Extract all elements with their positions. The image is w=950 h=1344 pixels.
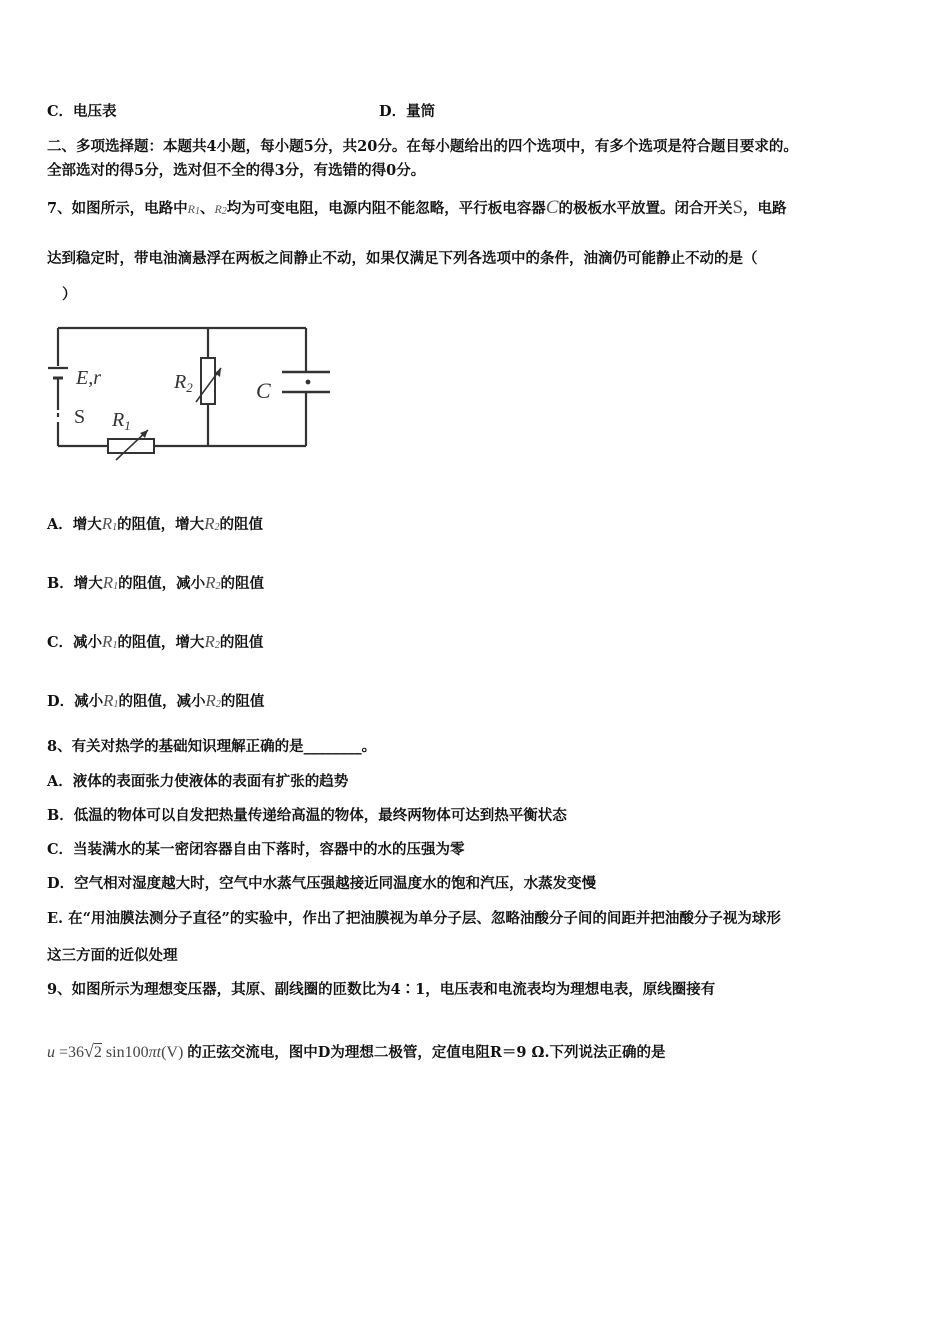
r2-symbol: R2 [204,632,220,651]
q8-option-e-line1: E. 在“用油膜法测分子直径”的实验中，作出了把油膜视为单分子层、忽略油酸分子间的间距并把油酸分子视为球形 [47,910,781,927]
label-c: C [256,378,271,403]
r1-symbol: R1 [101,514,118,533]
q8-option-b: B．低温的物体可以自发把热量传递给高温的物体，最终两物体可达到热平衡状态 [47,807,567,824]
label-e-r: E,r [76,367,101,389]
q7-option-c: C．减小R1的阻值，增大R2的阻值 [47,632,264,651]
r2-resistor [201,358,215,404]
q7-c-symbol: C [545,197,559,218]
label-s: S [74,406,86,428]
q7-stem-line1 [47,198,787,222]
q7-option-b: B．增大R1的阻值，减小R2的阻值 [47,573,265,592]
q7-stem-line2: 达到稳定时，带电油滴悬浮在两板之间静止不动，如果仅满足下列各选项中的条件，油滴仍可能静止不动的是（ [47,250,758,267]
section2-line1: 二、多项选择题：本题共4小题，每小题5分，共20分。在每小题给出的四个选项中，有多个选项是符合题目要求的。 [47,138,798,155]
q7-option-a: A．增大R1的阻值，增大R2的阻值 [47,514,264,533]
q8-option-d: D．空气相对湿度越大时，空气中水蒸气压强越接近同温度水的饱和汽压，水蒸发变慢 [47,875,597,892]
label-r2: $R_2$ [174,371,193,395]
q7-r1-symbol: R1 [187,202,200,217]
q7-end: ，电路 [743,200,787,217]
q7-mid2: 的极板水平放置。闭合开关 [558,200,733,217]
q9-voltage-formula: u =36√2 sin100πt(V) [47,1041,184,1061]
section2-line2: 全部选对的得5分，选对但不全的得3分，有选错的得0分。 [47,162,426,179]
q9-stem-line2 [47,1041,666,1063]
q8-option-e-line2: 这三方面的近似处理 [47,947,178,964]
q7-circuit-diagram [44,322,334,462]
q6-option-c: C．电压表 [47,103,117,120]
oil-drop [306,380,311,385]
q9-line2-text: 的正弦交流电，图中D为理想二极管，定值电阻R＝9 Ω.下列说法正确的是 [187,1044,666,1061]
r1-symbol: R1 [102,632,118,651]
q6-option-d: D．量筒 [379,103,436,120]
r2-symbol: R2 [205,691,221,710]
q8-stem: 8、有关对热学的基础知识理解正确的是________。 [47,738,377,755]
q7-option-d: D．减小R1的阻值，减小R2的阻值 [47,691,265,710]
q7-s-symbol: S [732,197,744,218]
r1-symbol: R1 [103,691,119,710]
r2-symbol: R2 [204,514,220,533]
q8-option-a: A．液体的表面张力使液体的表面有扩张的趋势 [47,773,349,790]
q7-sep: 、 [199,200,215,217]
q9-stem-line1: 9、如图所示为理想变压器，其原、副线圈的匝数比为4∶1，电压表和电流表均为理想电表，原线圈接有 [47,981,716,998]
q7-mid1: 均为可变电阻，电源内阻不能忽略，平行板电容器 [226,200,546,217]
label-r1: $R_1$ [112,409,131,433]
r1-symbol: R1 [102,573,119,592]
q8-option-c: C．当装满水的某一密闭容器自由下落时，容器中的水的压强为零 [47,841,465,858]
q7-stem-line3: ） [62,286,77,303]
q7-prefix: 7、如图所示，电路中 [47,200,188,217]
r2-symbol: R2 [205,573,221,592]
q7-r2-symbol: R2 [214,202,227,217]
